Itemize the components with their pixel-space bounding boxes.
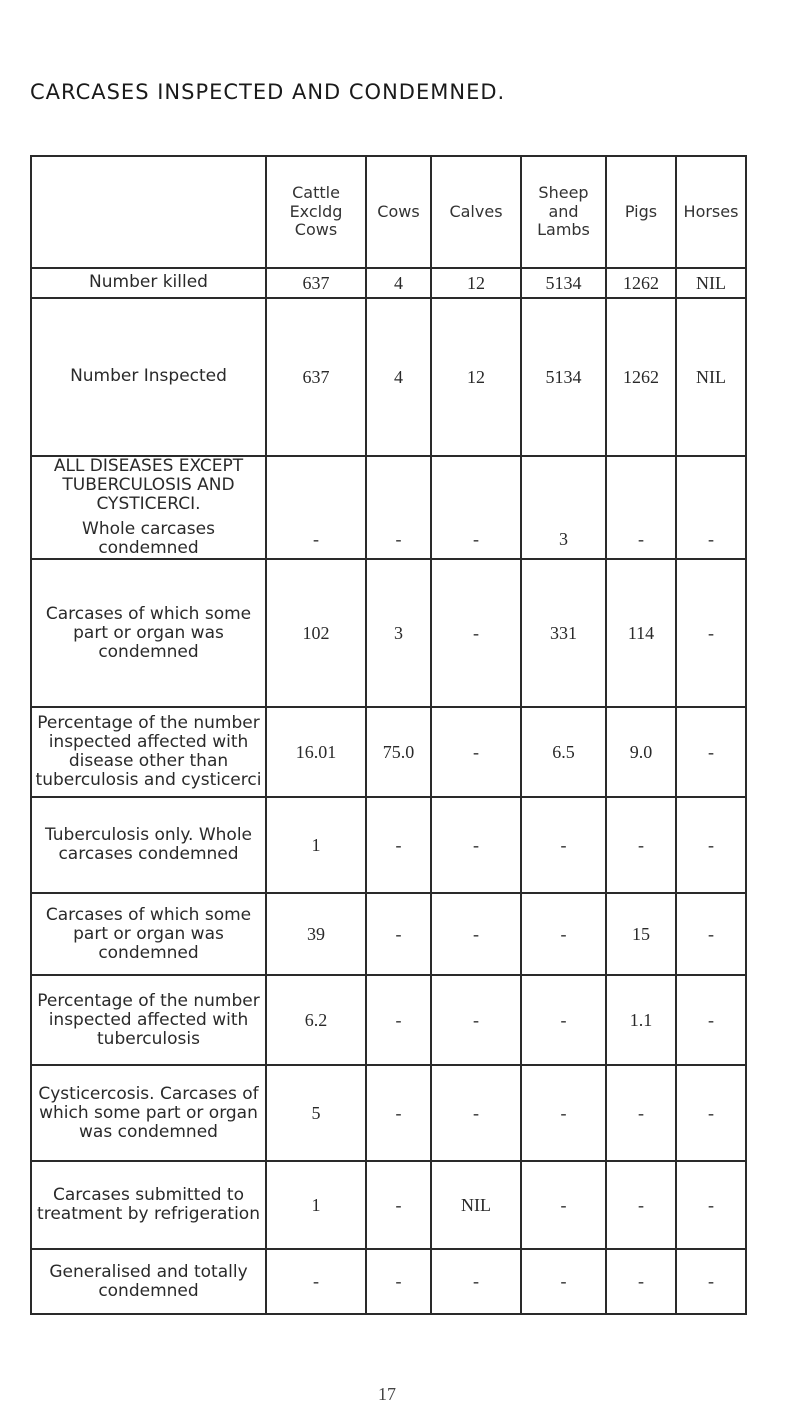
- row-label: [31, 1249, 266, 1314]
- value-cell: -: [606, 1065, 676, 1161]
- value-cell: -: [521, 797, 606, 893]
- value-cell: 6.2: [266, 975, 366, 1065]
- table-row: [31, 1161, 746, 1249]
- value-cell: -: [366, 1161, 431, 1249]
- row-label-text: Number killed: [89, 272, 208, 293]
- table-row: [31, 1065, 746, 1161]
- table-row: [31, 1249, 746, 1314]
- value-cell: -: [366, 975, 431, 1065]
- value-cell: -: [431, 1249, 521, 1314]
- value-cell: 1262: [606, 298, 676, 456]
- value-cell: -: [521, 1065, 606, 1161]
- value-cell: -: [431, 707, 521, 797]
- row-label-text: Cysticercosis. Carcases of which some part or organ was condemned: [38, 1083, 259, 1142]
- value-cell: -: [676, 975, 746, 1065]
- value-cell: -: [431, 797, 521, 893]
- row-label: [31, 1065, 266, 1161]
- row-label-text: Percentage of the number inspected affected with tuberculosis: [37, 990, 260, 1049]
- row-label-text: Carcases of which some part or organ was condemned: [45, 603, 252, 662]
- value-cell: 331: [521, 559, 606, 707]
- column-header: Horses: [676, 156, 746, 268]
- value-cell: 12: [431, 298, 521, 456]
- value-cell: -: [366, 893, 431, 975]
- value-cell: -: [606, 1161, 676, 1249]
- value-cell: -: [676, 893, 746, 975]
- value-cell: 1262: [606, 268, 676, 298]
- table-row: [31, 797, 746, 893]
- value-cell: -: [521, 975, 606, 1065]
- value-cell: 5134: [521, 268, 606, 298]
- row-label: [31, 559, 266, 707]
- row-label-text: Number Inspected: [70, 366, 227, 387]
- row-label-text: Generalised and totally condemned: [49, 1261, 248, 1301]
- value-cell: 12: [431, 268, 521, 298]
- row-label: [31, 707, 266, 797]
- value-cell: -: [606, 1249, 676, 1314]
- value-cell: -: [431, 893, 521, 975]
- value-cell: 4: [366, 268, 431, 298]
- value-cell: -: [521, 1249, 606, 1314]
- value-cell: -: [366, 1065, 431, 1161]
- value-cell: 4: [366, 298, 431, 456]
- table-row: [31, 456, 746, 559]
- table-row: [31, 893, 746, 975]
- value-cell: 637: [266, 298, 366, 456]
- value-cell: -: [521, 1161, 606, 1249]
- value-cell: -: [676, 1065, 746, 1161]
- column-header: Pigs: [606, 156, 676, 268]
- value-cell: -: [676, 797, 746, 893]
- header-row: [31, 156, 746, 268]
- table-row: [31, 975, 746, 1065]
- value-cell: -: [606, 797, 676, 893]
- row-label: [31, 797, 266, 893]
- row-label-text: Carcases of which some part or organ was condemned: [45, 904, 252, 963]
- value-cell: -: [366, 797, 431, 893]
- table-row: [31, 298, 746, 456]
- value-cell: 637: [266, 268, 366, 298]
- value-cell: -: [676, 456, 746, 559]
- value-cell: -: [366, 456, 431, 559]
- table-row: [31, 559, 746, 707]
- value-cell: NIL: [676, 298, 746, 456]
- row-label-text: Percentage of the number inspected affected with disease other than tuberculosis and cysticerci: [35, 713, 262, 791]
- value-cell: 1: [266, 797, 366, 893]
- carcases-table: [30, 155, 747, 1315]
- value-cell: -: [676, 1161, 746, 1249]
- row-label: [31, 1161, 266, 1249]
- row-label-text: Whole carcases condemned: [82, 519, 215, 559]
- row-label-text: Tuberculosis only. Whole carcases condemned: [44, 825, 253, 865]
- value-cell: -: [431, 456, 521, 559]
- corner-cell: [31, 156, 266, 268]
- row-label: [31, 298, 266, 456]
- value-cell: 3: [521, 456, 606, 559]
- column-header: Cows: [366, 156, 431, 268]
- section-heading: ALL DISEASES EXCEPT TUBERCULOSIS AND CYSTICERCI.: [53, 456, 244, 515]
- row-label-text: Carcases submitted to treatment by refrigeration: [37, 1185, 260, 1225]
- value-cell: 39: [266, 893, 366, 975]
- value-cell: -: [431, 975, 521, 1065]
- value-cell: 3: [366, 559, 431, 707]
- value-cell: -: [521, 893, 606, 975]
- row-label: [31, 893, 266, 975]
- column-header: Calves: [431, 156, 521, 268]
- value-cell: -: [676, 1249, 746, 1314]
- page-title: CARCASES INSPECTED AND CONDEMNED.: [30, 80, 506, 104]
- value-cell: 9.0: [606, 707, 676, 797]
- value-cell: -: [431, 1065, 521, 1161]
- row-label: [31, 975, 266, 1065]
- value-cell: 6.5: [521, 707, 606, 797]
- row-label: [31, 456, 266, 559]
- page-number: 17: [378, 1384, 396, 1404]
- value-cell: 16.01: [266, 707, 366, 797]
- value-cell: 5: [266, 1065, 366, 1161]
- table-row: [31, 268, 746, 298]
- value-cell: NIL: [431, 1161, 521, 1249]
- value-cell: -: [676, 707, 746, 797]
- value-cell: 114: [606, 559, 676, 707]
- value-cell: 1.1: [606, 975, 676, 1065]
- value-cell: -: [431, 559, 521, 707]
- value-cell: -: [266, 456, 366, 559]
- value-cell: 15: [606, 893, 676, 975]
- value-cell: 1: [266, 1161, 366, 1249]
- value-cell: -: [266, 1249, 366, 1314]
- column-header: Cattle Excldg Cows: [266, 156, 366, 268]
- value-cell: -: [606, 456, 676, 559]
- value-cell: 102: [266, 559, 366, 707]
- table-row: [31, 707, 746, 797]
- value-cell: 5134: [521, 298, 606, 456]
- row-label: [31, 268, 266, 298]
- column-header: Sheep and Lambs: [521, 156, 606, 268]
- value-cell: 75.0: [366, 707, 431, 797]
- value-cell: -: [366, 1249, 431, 1314]
- value-cell: -: [676, 559, 746, 707]
- value-cell: NIL: [676, 268, 746, 298]
